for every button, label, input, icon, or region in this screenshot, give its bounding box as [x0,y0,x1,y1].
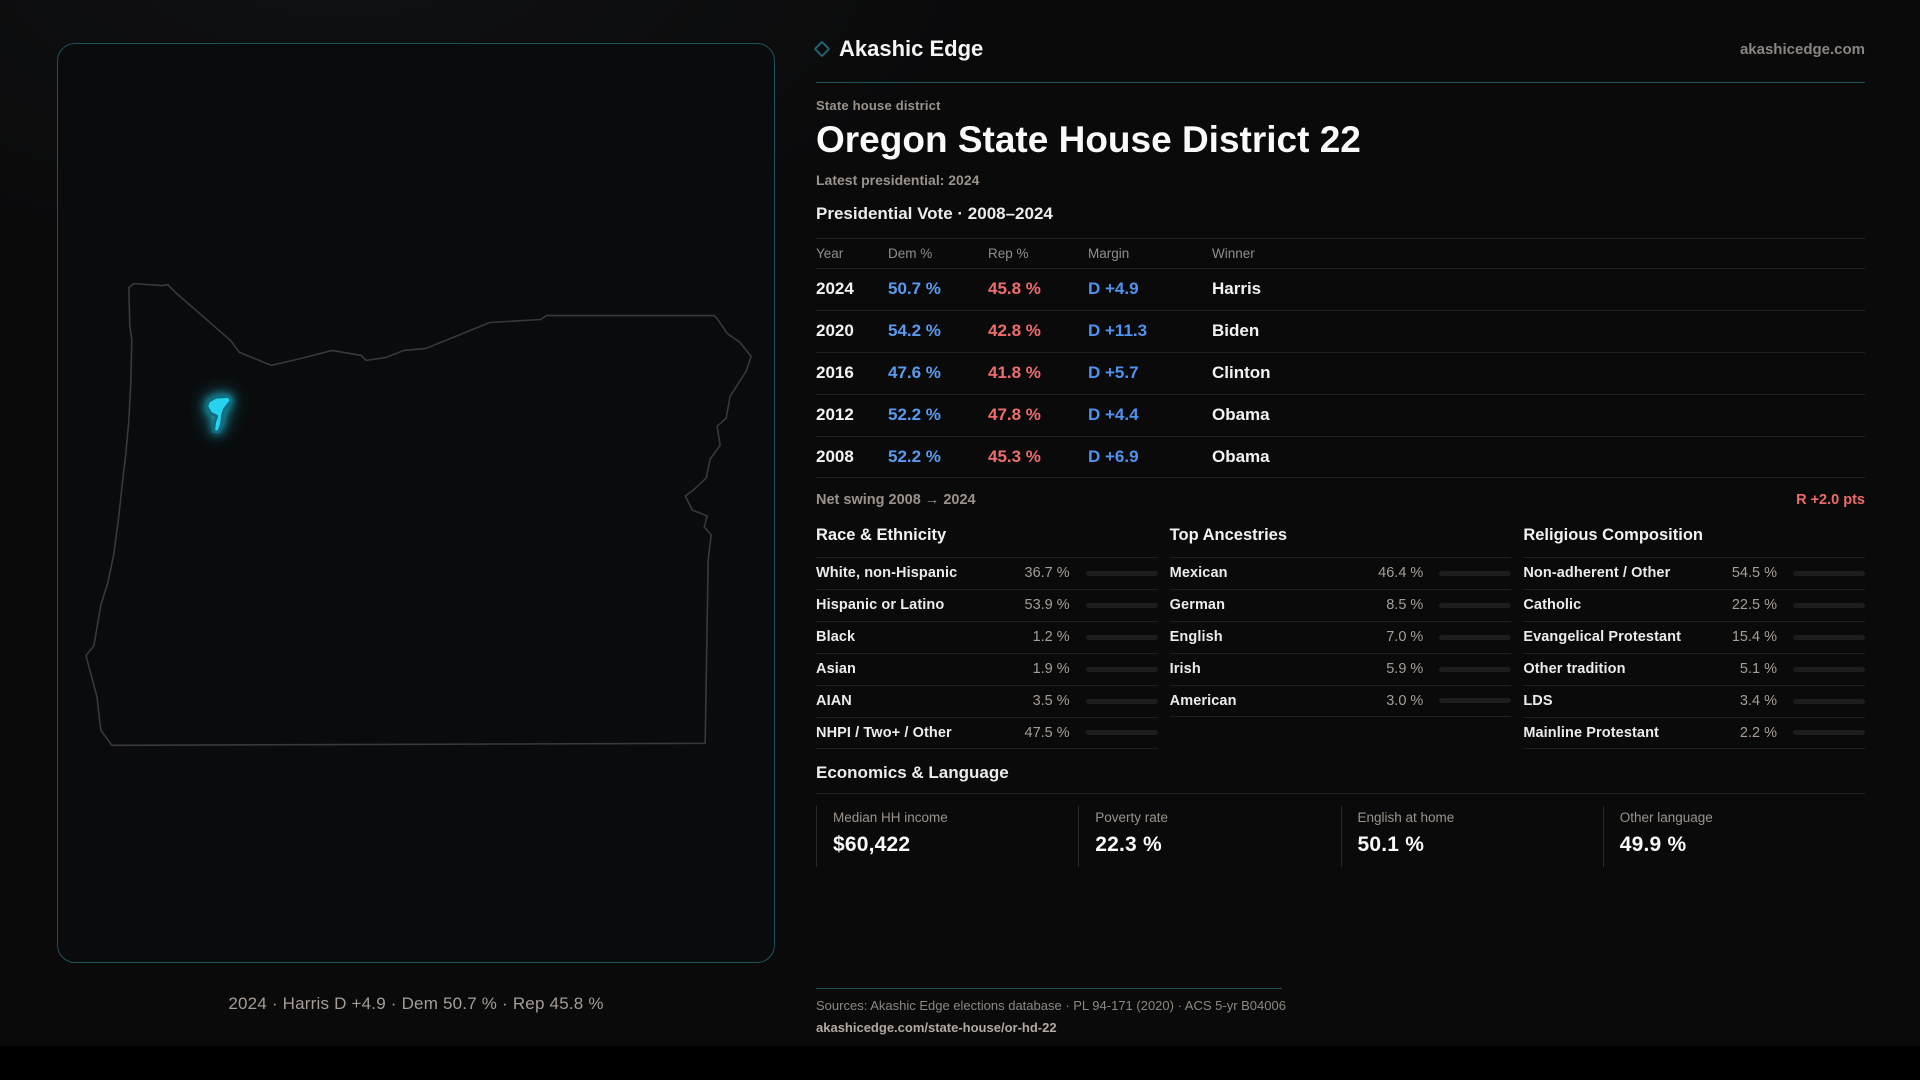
oregon-state-outline [86,284,751,746]
net-swing-row [816,478,1865,520]
demo-label: White, non-Hispanic [816,565,958,582]
demo-row [1170,653,1512,685]
demo-bar [1793,699,1865,704]
rep-cell: 45.3 % [988,446,1041,466]
margin-cell: D +6.9 [1088,446,1139,466]
group-title: Religious Composition [1523,525,1703,544]
rep-cell: 42.8 % [988,321,1041,341]
demo-label: Non-adherent / Other [1523,565,1671,582]
year-cell: 2024 [816,279,854,299]
demo-bar [1086,571,1158,576]
economics-title: Economics & Language [816,762,1009,782]
winner-cell: Obama [1212,405,1270,425]
demo-row [1170,621,1512,653]
page-kicker: State house district [816,98,941,113]
demo-value: 53.9 % [1024,597,1070,614]
district-22-highlight[interactable] [207,396,232,432]
map-caption: 2024 · Harris D +4.9 · Dem 50.7 % · Rep 45.8 % [228,994,604,1013]
demo-bar [1793,603,1865,608]
demo-row [816,589,1158,621]
margin-cell: D +4.4 [1088,405,1139,425]
winner-cell: Obama [1212,446,1270,466]
demo-value: 3.5 % [1032,693,1070,710]
dem-cell: 54.2 % [888,321,941,341]
demo-row [816,621,1158,653]
demo-label: Asian [816,661,856,678]
rep-cell: 45.8 % [988,279,1041,299]
stat-label: Poverty rate [1095,809,1169,825]
rep-cell: 47.8 % [988,405,1041,425]
demo-value: 8.5 % [1386,597,1424,614]
demo-row [816,717,1158,749]
demo-row [816,653,1158,685]
demo-bar [1086,699,1158,704]
table-row [816,394,1865,436]
footer-divider [816,988,1282,989]
demo-bar [1793,635,1865,640]
col-year: Year [816,245,844,261]
table-row [816,352,1865,394]
year-cell: 2012 [816,405,854,425]
brand [816,36,983,62]
stat-value: $60,422 [833,832,911,856]
demo-value: 5.1 % [1739,661,1777,678]
margin-cell: D +5.7 [1088,363,1139,383]
demo-label: English [1169,629,1223,646]
table-row [816,268,1865,310]
demo-label: NHPI / Two+ / Other [816,724,952,741]
winner-cell: Biden [1212,321,1260,341]
col-margin: Margin [1088,245,1130,261]
demo-label: Mexican [1169,565,1228,582]
demo-value: 2.2 % [1739,724,1777,741]
stat-label: Median HH income [833,809,948,825]
demo-bar [1086,635,1158,640]
demo-label: AIAN [816,693,852,710]
vote-table-title: Presidential Vote · 2008–2024 [816,203,1053,223]
latest-presidential-label: Latest presidential: 2024 [816,171,980,188]
demo-bar [1439,603,1511,608]
demo-bar [1793,730,1865,735]
footer [816,988,1865,1035]
demo-bar [1793,667,1865,672]
stat-label: Other language [1619,809,1713,825]
table-row [816,310,1865,352]
ancestries-group [1170,520,1512,749]
demo-bar [1439,635,1511,640]
col-rep: Rep % [988,245,1029,261]
dem-cell: 52.2 % [888,405,941,425]
page-title: Oregon State House District 22 [816,119,1361,160]
demo-row [1170,685,1512,717]
dem-cell: 52.2 % [888,446,941,466]
net-swing-value: R +2.0 pts [1796,491,1865,508]
demo-value: 46.4 % [1378,565,1424,582]
demo-bar [1086,603,1158,608]
stat-median-income [816,806,1078,867]
demo-value: 3.4 % [1739,693,1777,710]
demo-row [1523,621,1865,653]
demo-label: Mainline Protestant [1523,724,1659,741]
year-cell: 2020 [816,321,854,341]
demo-label: American [1169,692,1237,709]
demo-row [1170,589,1512,621]
demo-bar [1439,571,1511,576]
rep-cell: 41.8 % [988,363,1041,383]
demo-value: 1.2 % [1032,629,1070,646]
demo-label: LDS [1523,693,1553,710]
stat-value: 49.9 % [1619,832,1687,856]
demo-bar [1439,698,1511,703]
col-winner: Winner [1212,245,1255,261]
year-cell: 2016 [816,363,854,383]
margin-cell: D +4.9 [1088,279,1139,299]
economics-stats [816,806,1865,867]
demo-label: Hispanic or Latino [816,597,945,614]
stat-english-at-home [1341,806,1603,867]
demo-bar [1086,730,1158,735]
demo-value: 47.5 % [1024,724,1070,741]
year-cell: 2008 [816,446,854,466]
brand-domain-link[interactable]: akashicedge.com [1739,40,1865,58]
table-header-row [816,238,1865,268]
demo-row [816,685,1158,717]
margin-cell: D +11.3 [1088,321,1148,341]
demo-value: 7.0 % [1386,629,1424,646]
demo-bar [1439,667,1511,672]
demo-label: German [1169,597,1226,614]
net-swing-label: Net swing 2008 → 2024 [816,491,976,508]
demo-row [1170,557,1512,589]
sources-text: Sources: Akashic Edge elections database · PL 94-171 (2020) · ACS 5-yr B04006 [816,998,1286,1013]
demo-label: Other tradition [1523,661,1626,678]
demo-bar [1086,667,1158,672]
winner-cell: Harris [1212,279,1262,299]
demo-row [816,557,1158,589]
demo-value: 54.5 % [1731,565,1777,582]
demo-row [1523,589,1865,621]
header-divider [816,82,1865,83]
demo-row [1523,557,1865,589]
demo-value: 3.0 % [1386,692,1424,709]
demo-label: Irish [1169,661,1201,678]
economics-divider [816,793,1865,794]
stat-other-language [1603,806,1865,867]
dem-cell: 47.6 % [888,363,941,383]
demo-value: 5.9 % [1386,661,1424,678]
demo-value: 15.4 % [1731,629,1777,646]
brand-name: Akashic Edge [839,36,984,61]
stat-value: 22.3 % [1095,832,1162,856]
demo-label: Black [816,629,856,646]
diamond-logo-icon [814,41,831,58]
demo-value: 36.7 % [1024,565,1070,582]
brand-header [816,36,1865,62]
district-map-panel [57,43,775,963]
demo-label: Catholic [1523,597,1582,614]
religion-group [1523,520,1865,749]
bottom-strip [0,1046,1920,1080]
dem-cell: 50.7 % [888,279,941,299]
col-dem: Dem % [888,245,933,261]
demo-bar [1793,571,1865,576]
demo-value: 1.9 % [1032,661,1070,678]
group-title: Top Ancestries [1169,525,1288,544]
permalink[interactable]: akashicedge.com/state-house/or-hd-22 [816,1020,1057,1035]
demo-row [1523,685,1865,717]
group-title: Race & Ethnicity [816,525,947,544]
demo-row [1523,717,1865,749]
stat-poverty-rate [1078,806,1340,867]
demographics-grid [816,520,1865,749]
table-row [816,436,1865,478]
stat-value: 50.1 % [1357,832,1425,856]
winner-cell: Clinton [1212,363,1271,383]
demo-value: 22.5 % [1731,597,1777,614]
oregon-map [58,44,774,962]
stat-label: English at home [1357,809,1455,825]
presidential-vote-table [816,238,1865,478]
content-panel [816,0,1865,867]
demo-label: Evangelical Protestant [1523,629,1682,646]
demo-row [1523,653,1865,685]
race-ethnicity-group [816,520,1158,749]
